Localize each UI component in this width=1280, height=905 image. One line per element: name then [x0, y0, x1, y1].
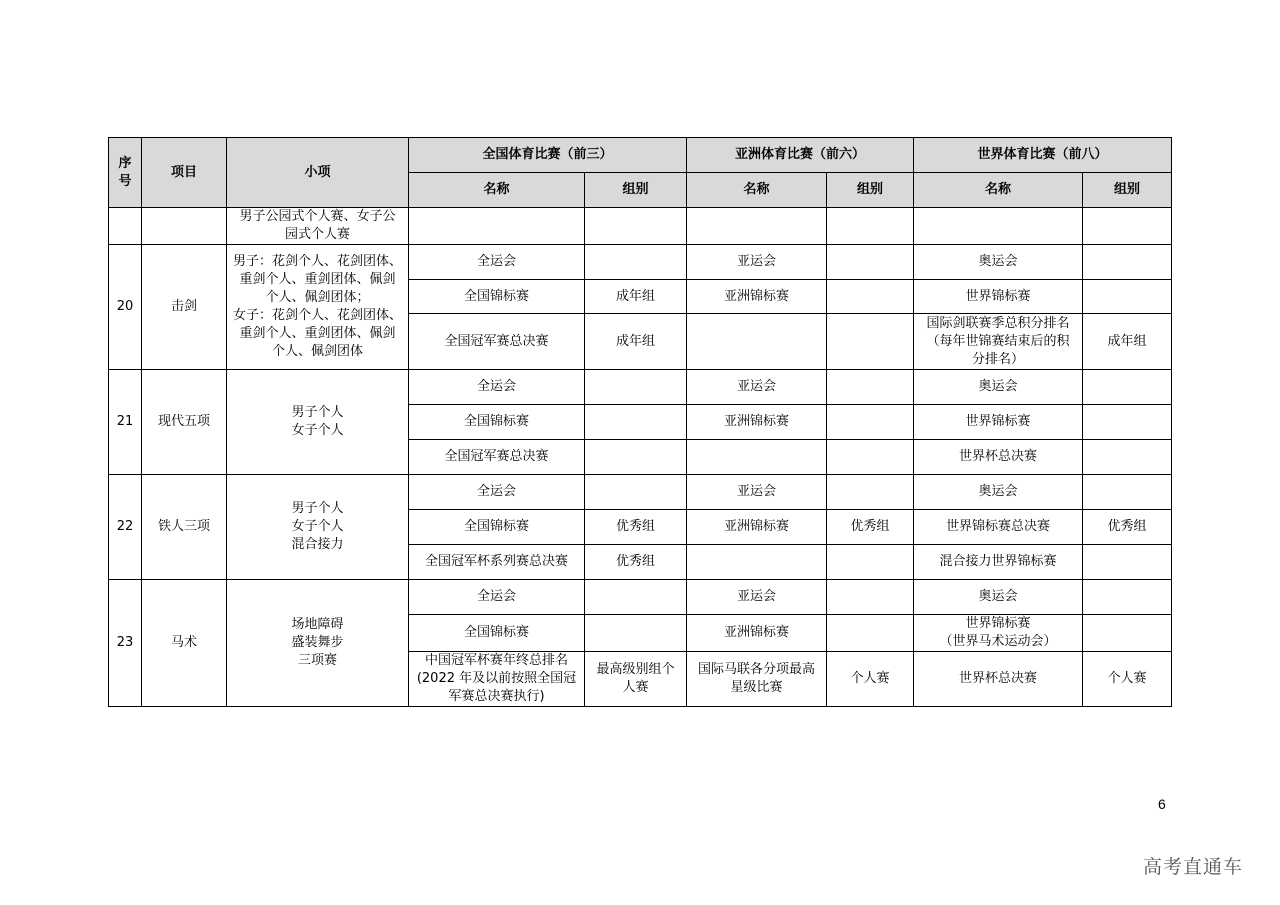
national-group: 成年组: [585, 280, 687, 314]
page-number: 6: [1158, 796, 1166, 812]
national-name: 全运会: [409, 580, 585, 615]
table-row: [109, 475, 1172, 510]
asian-name: 亚运会: [687, 245, 827, 280]
asian-name: 国际马联各分项最高 星级比赛: [687, 652, 827, 707]
national-name: 全国锦标赛: [409, 405, 585, 440]
world-group: [1083, 370, 1172, 405]
world-name: 国际剑联赛季总积分排名 （每年世锦赛结束后的积 分排名）: [914, 314, 1083, 370]
world-name: 世界锦标赛总决赛: [914, 510, 1083, 545]
row-sub: 男子：花剑个人、花剑团体、 重剑个人、重剑团体、佩剑 个人、佩剑团体； 女子：花剑个人、花剑团体、 重剑个人、重剑团体、佩剑 个人、佩剑团体: [227, 245, 409, 370]
national-group: [585, 580, 687, 615]
national-name: 全国冠军赛总决赛: [409, 440, 585, 475]
row-project: 铁人三项: [142, 475, 227, 580]
national-name: 中国冠军杯赛年终总排名 (2022 年及以前按照全国冠 军赛总决赛执行): [409, 652, 585, 707]
row-seq: 23: [109, 580, 142, 707]
row-sub: 男子个人 女子个人 混合接力: [227, 475, 409, 580]
national-group: [585, 245, 687, 280]
asian-name: 亚洲锦标赛: [687, 280, 827, 314]
world-group: [1083, 405, 1172, 440]
header-project: 项目: [142, 138, 227, 208]
world-group: 优秀组: [1083, 510, 1172, 545]
asian-group: 优秀组: [827, 510, 914, 545]
asian-group: [827, 370, 914, 405]
asian-group: [827, 615, 914, 652]
asian-name: 亚运会: [687, 370, 827, 405]
world-name: 混合接力世界锦标赛: [914, 545, 1083, 580]
national-name: 全国锦标赛: [409, 280, 585, 314]
row-seq: 21: [109, 370, 142, 475]
header-national: 全国体育比赛（前三）: [409, 138, 687, 173]
national-name: 全国冠军赛总决赛: [409, 314, 585, 370]
header-national-name: 名称: [409, 173, 585, 208]
carry-project: [142, 208, 227, 245]
table-row: [109, 370, 1172, 405]
row-sub: 场地障碍 盛装舞步 三项赛: [227, 580, 409, 707]
row-seq: 20: [109, 245, 142, 370]
row-project: 击剑: [142, 245, 227, 370]
national-group: 优秀组: [585, 545, 687, 580]
row-sub: 男子个人 女子个人: [227, 370, 409, 475]
national-name: 全国锦标赛: [409, 510, 585, 545]
header-sub: 小项: [227, 138, 409, 208]
carry-over-row: [109, 208, 1172, 245]
national-name: 全运会: [409, 245, 585, 280]
national-group: [585, 440, 687, 475]
header-world-group: 组别: [1083, 173, 1172, 208]
asian-group: [827, 280, 914, 314]
asian-name: 亚运会: [687, 475, 827, 510]
row-project: 马术: [142, 580, 227, 707]
asian-name: 亚洲锦标赛: [687, 510, 827, 545]
asian-name: 亚洲锦标赛: [687, 405, 827, 440]
national-name: 全国锦标赛: [409, 615, 585, 652]
national-group: [585, 615, 687, 652]
header-row-1: [109, 138, 1172, 173]
carry-cell: [914, 208, 1083, 245]
national-group: [585, 370, 687, 405]
world-name: 奥运会: [914, 475, 1083, 510]
world-group: 个人赛: [1083, 652, 1172, 707]
table-row: [109, 580, 1172, 615]
world-group: [1083, 475, 1172, 510]
carry-cell: [1083, 208, 1172, 245]
world-group: 成年组: [1083, 314, 1172, 370]
header-world-name: 名称: [914, 173, 1083, 208]
national-name: 全运会: [409, 370, 585, 405]
national-group: [585, 405, 687, 440]
table-row: [109, 245, 1172, 280]
header-world: 世界体育比赛（前八）: [914, 138, 1172, 173]
world-name: 世界杯总决赛: [914, 440, 1083, 475]
world-group: [1083, 545, 1172, 580]
world-name: 世界锦标赛: [914, 405, 1083, 440]
asian-name: 亚洲锦标赛: [687, 615, 827, 652]
header-national-group: 组别: [585, 173, 687, 208]
world-group: [1083, 280, 1172, 314]
asian-group: [827, 405, 914, 440]
world-group: [1083, 245, 1172, 280]
header-asian-group: 组别: [827, 173, 914, 208]
national-group: 最高级别组个 人赛: [585, 652, 687, 707]
world-name: 奥运会: [914, 580, 1083, 615]
carry-cell: [827, 208, 914, 245]
world-group: [1083, 440, 1172, 475]
world-group: [1083, 580, 1172, 615]
asian-group: [827, 475, 914, 510]
world-group: [1083, 615, 1172, 652]
world-name: 奥运会: [914, 245, 1083, 280]
carry-seq: [109, 208, 142, 245]
carry-cell: [687, 208, 827, 245]
world-name: 世界锦标赛 （世界马术运动会）: [914, 615, 1083, 652]
asian-name: [687, 440, 827, 475]
header-seq: 序 号: [109, 138, 142, 208]
row-seq: 22: [109, 475, 142, 580]
asian-group: [827, 580, 914, 615]
asian-group: [827, 245, 914, 280]
national-name: 全运会: [409, 475, 585, 510]
national-name: 全国冠军杯系列赛总决赛: [409, 545, 585, 580]
carry-sub: 男子公园式个人赛、女子公 园式个人赛: [227, 208, 409, 245]
watermark-logo: 高考直通车: [1143, 856, 1244, 878]
row-project: 现代五项: [142, 370, 227, 475]
world-name: 世界杯总决赛: [914, 652, 1083, 707]
national-group: 优秀组: [585, 510, 687, 545]
carry-cell: [409, 208, 585, 245]
asian-group: 个人赛: [827, 652, 914, 707]
world-name: 世界锦标赛: [914, 280, 1083, 314]
asian-name: [687, 545, 827, 580]
header-asian-name: 名称: [687, 173, 827, 208]
asian-group: [827, 545, 914, 580]
sports-events-table: [108, 137, 1172, 707]
asian-group: [827, 440, 914, 475]
national-group: [585, 475, 687, 510]
asian-name: 亚运会: [687, 580, 827, 615]
world-name: 奥运会: [914, 370, 1083, 405]
asian-group: [827, 314, 914, 370]
asian-name: [687, 314, 827, 370]
carry-cell: [585, 208, 687, 245]
header-asian: 亚洲体育比赛（前六）: [687, 138, 914, 173]
national-group: 成年组: [585, 314, 687, 370]
